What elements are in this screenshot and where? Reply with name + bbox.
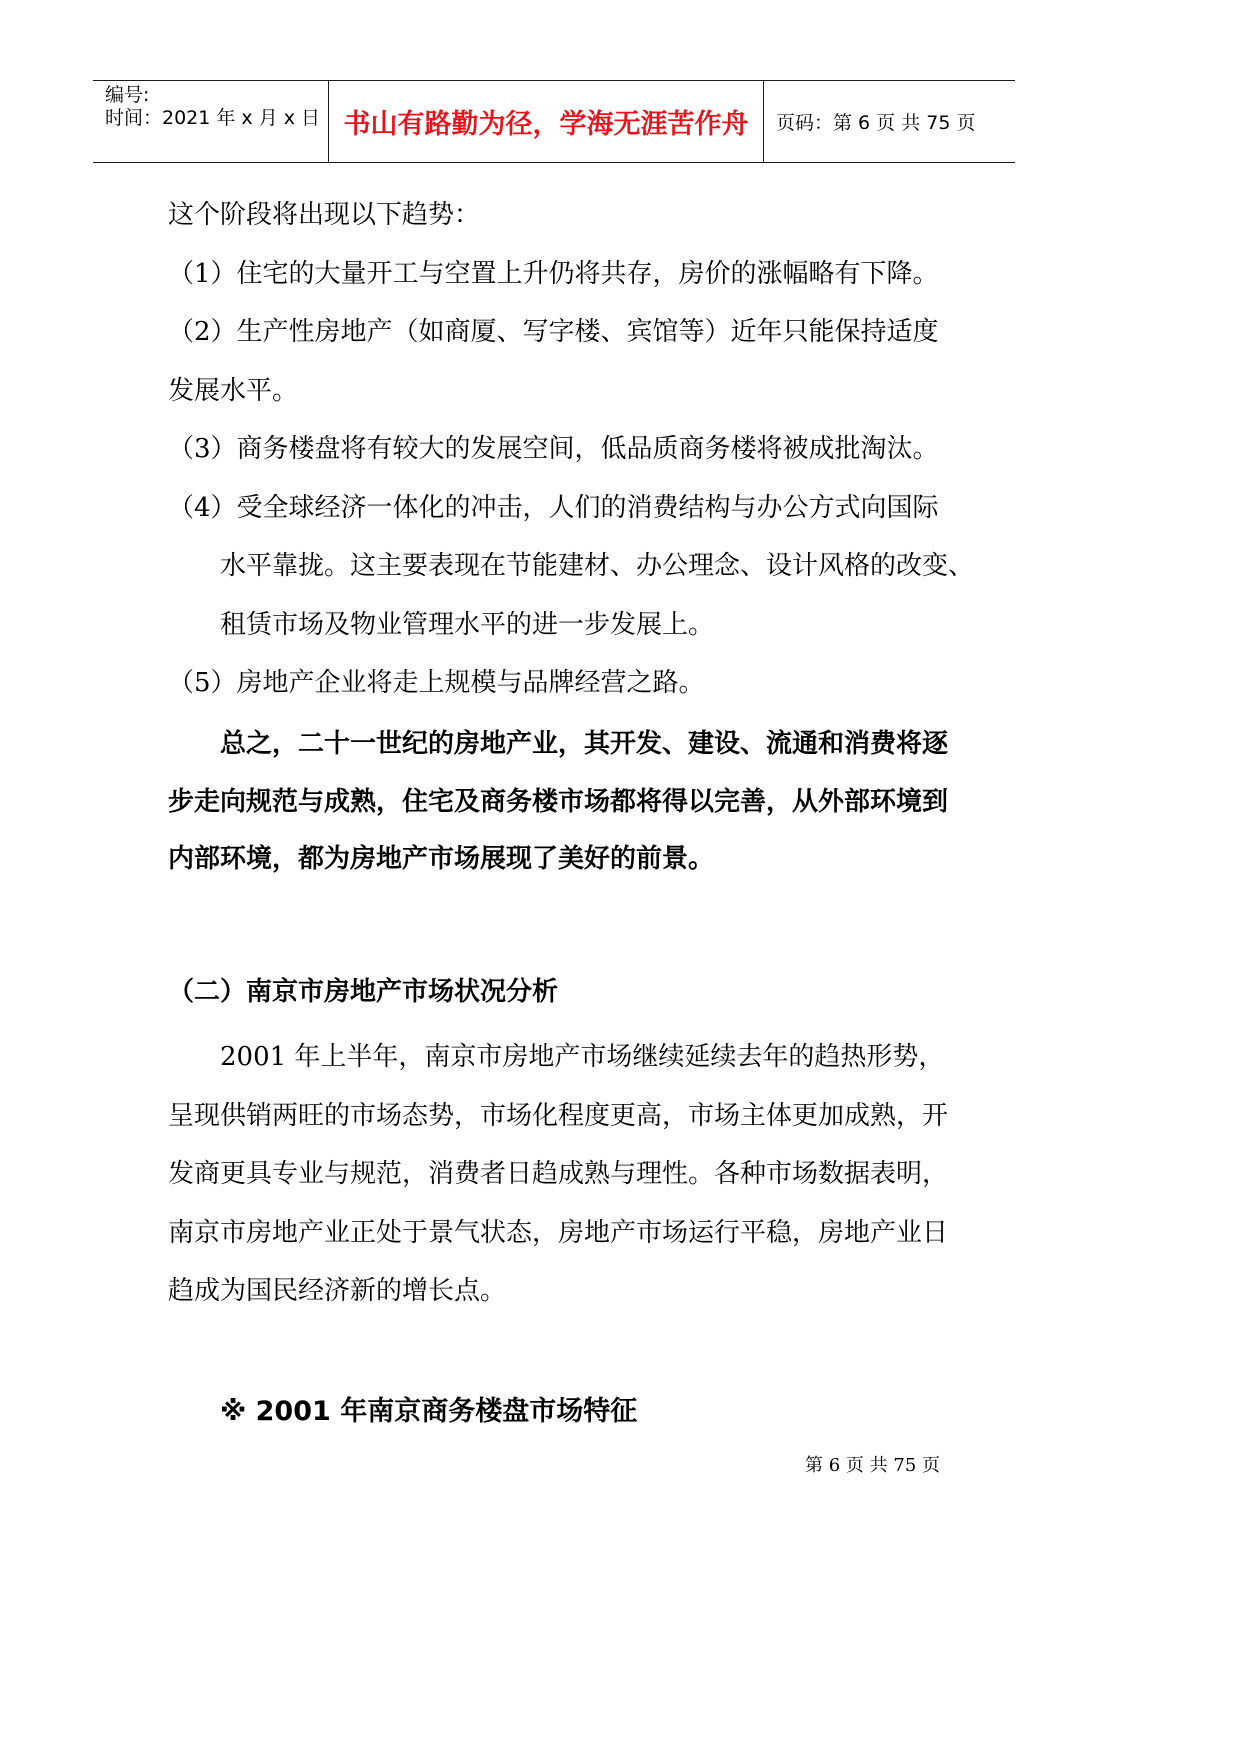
header-motto-cell <box>328 81 763 162</box>
section-heading: （二）南京市房地产市场状况分析 <box>168 977 559 1007</box>
trend-item-4-line: 水平靠拢。这主要表现在节能建材、办公理念、设计风格的改变、 <box>220 551 975 581</box>
header-table <box>93 80 1015 163</box>
section-paragraph-line: 呈现供销两旺的市场态势，市场化程度更高，市场主体更加成熟，开 <box>168 1100 949 1131</box>
trend-item-3: （3）商务楼盘将有较大的发展空间，低品质商务楼将被成批淘汰。 <box>168 434 939 464</box>
summary-paragraph <box>168 716 988 889</box>
section-paragraph-line: 发商更具专业与规范，消费者日趋成熟与理性。各种市场数据表明， <box>168 1159 949 1189</box>
header-page-info: 页码：第 6 页 共 75 页 <box>776 112 976 134</box>
subsection-heading: ※ 2001 年南京商务楼盘市场特征 <box>220 1396 638 1427</box>
header-page-cell <box>763 81 1015 162</box>
trend-item-4 <box>168 479 988 655</box>
section-paragraph-line: 2001 年上半年，南京市房地产市场继续延续去年的趋热形势， <box>220 1042 945 1072</box>
trends-section <box>168 186 988 713</box>
trend-item-2 <box>168 303 988 420</box>
trend-item-1: （1）住宅的大量开工与空置上升仍将共存，房价的涨幅略有下降。 <box>168 258 939 289</box>
header-meta-cell <box>93 81 328 162</box>
trend-item-2-line: （2）生产性房地产（如商厦、写字楼、宾馆等）近年只能保持适度 <box>168 317 939 347</box>
summary-line: 内部环境，都为房地产市场展现了美好的前景。 <box>168 844 715 874</box>
intro-text: 这个阶段将出现以下趋势： <box>168 200 481 230</box>
trend-item-4-line: （4）受全球经济一体化的冲击，人们的消费结构与办公方式向国际 <box>168 492 939 523</box>
section-paragraph-line: 南京市房地产业正处于景气状态，房地产市场运行平稳，房地产业日 <box>168 1217 949 1248</box>
trend-item-5: （5）房地产企业将走上规模与品牌经营之路。 <box>168 668 705 698</box>
document-time: 时间：2021 年 x 月 x 日 <box>105 107 321 129</box>
section-paragraph-line: 趋成为国民经济新的增长点。 <box>168 1276 507 1306</box>
trend-item-2-line: 发展水平。 <box>168 375 299 406</box>
footer-page-number: 第 6 页 共 75 页 <box>805 1455 940 1476</box>
document-number-label: 编号: <box>105 84 150 106</box>
section-paragraph <box>168 1028 988 1321</box>
summary-line: 总之，二十一世纪的房地产业，其开发、建设、流通和消费将逐 <box>220 729 949 759</box>
header-motto: 书山有路勤为径，学海无涯苦作舟 <box>343 109 749 140</box>
page-footer <box>0 1452 940 1480</box>
summary-line: 步走向规范与成熟，住宅及商务楼市场都将得以完善，从外部环境到 <box>168 786 949 817</box>
trend-item-4-line: 租赁市场及物业管理水平的进一步发展上。 <box>220 609 715 640</box>
